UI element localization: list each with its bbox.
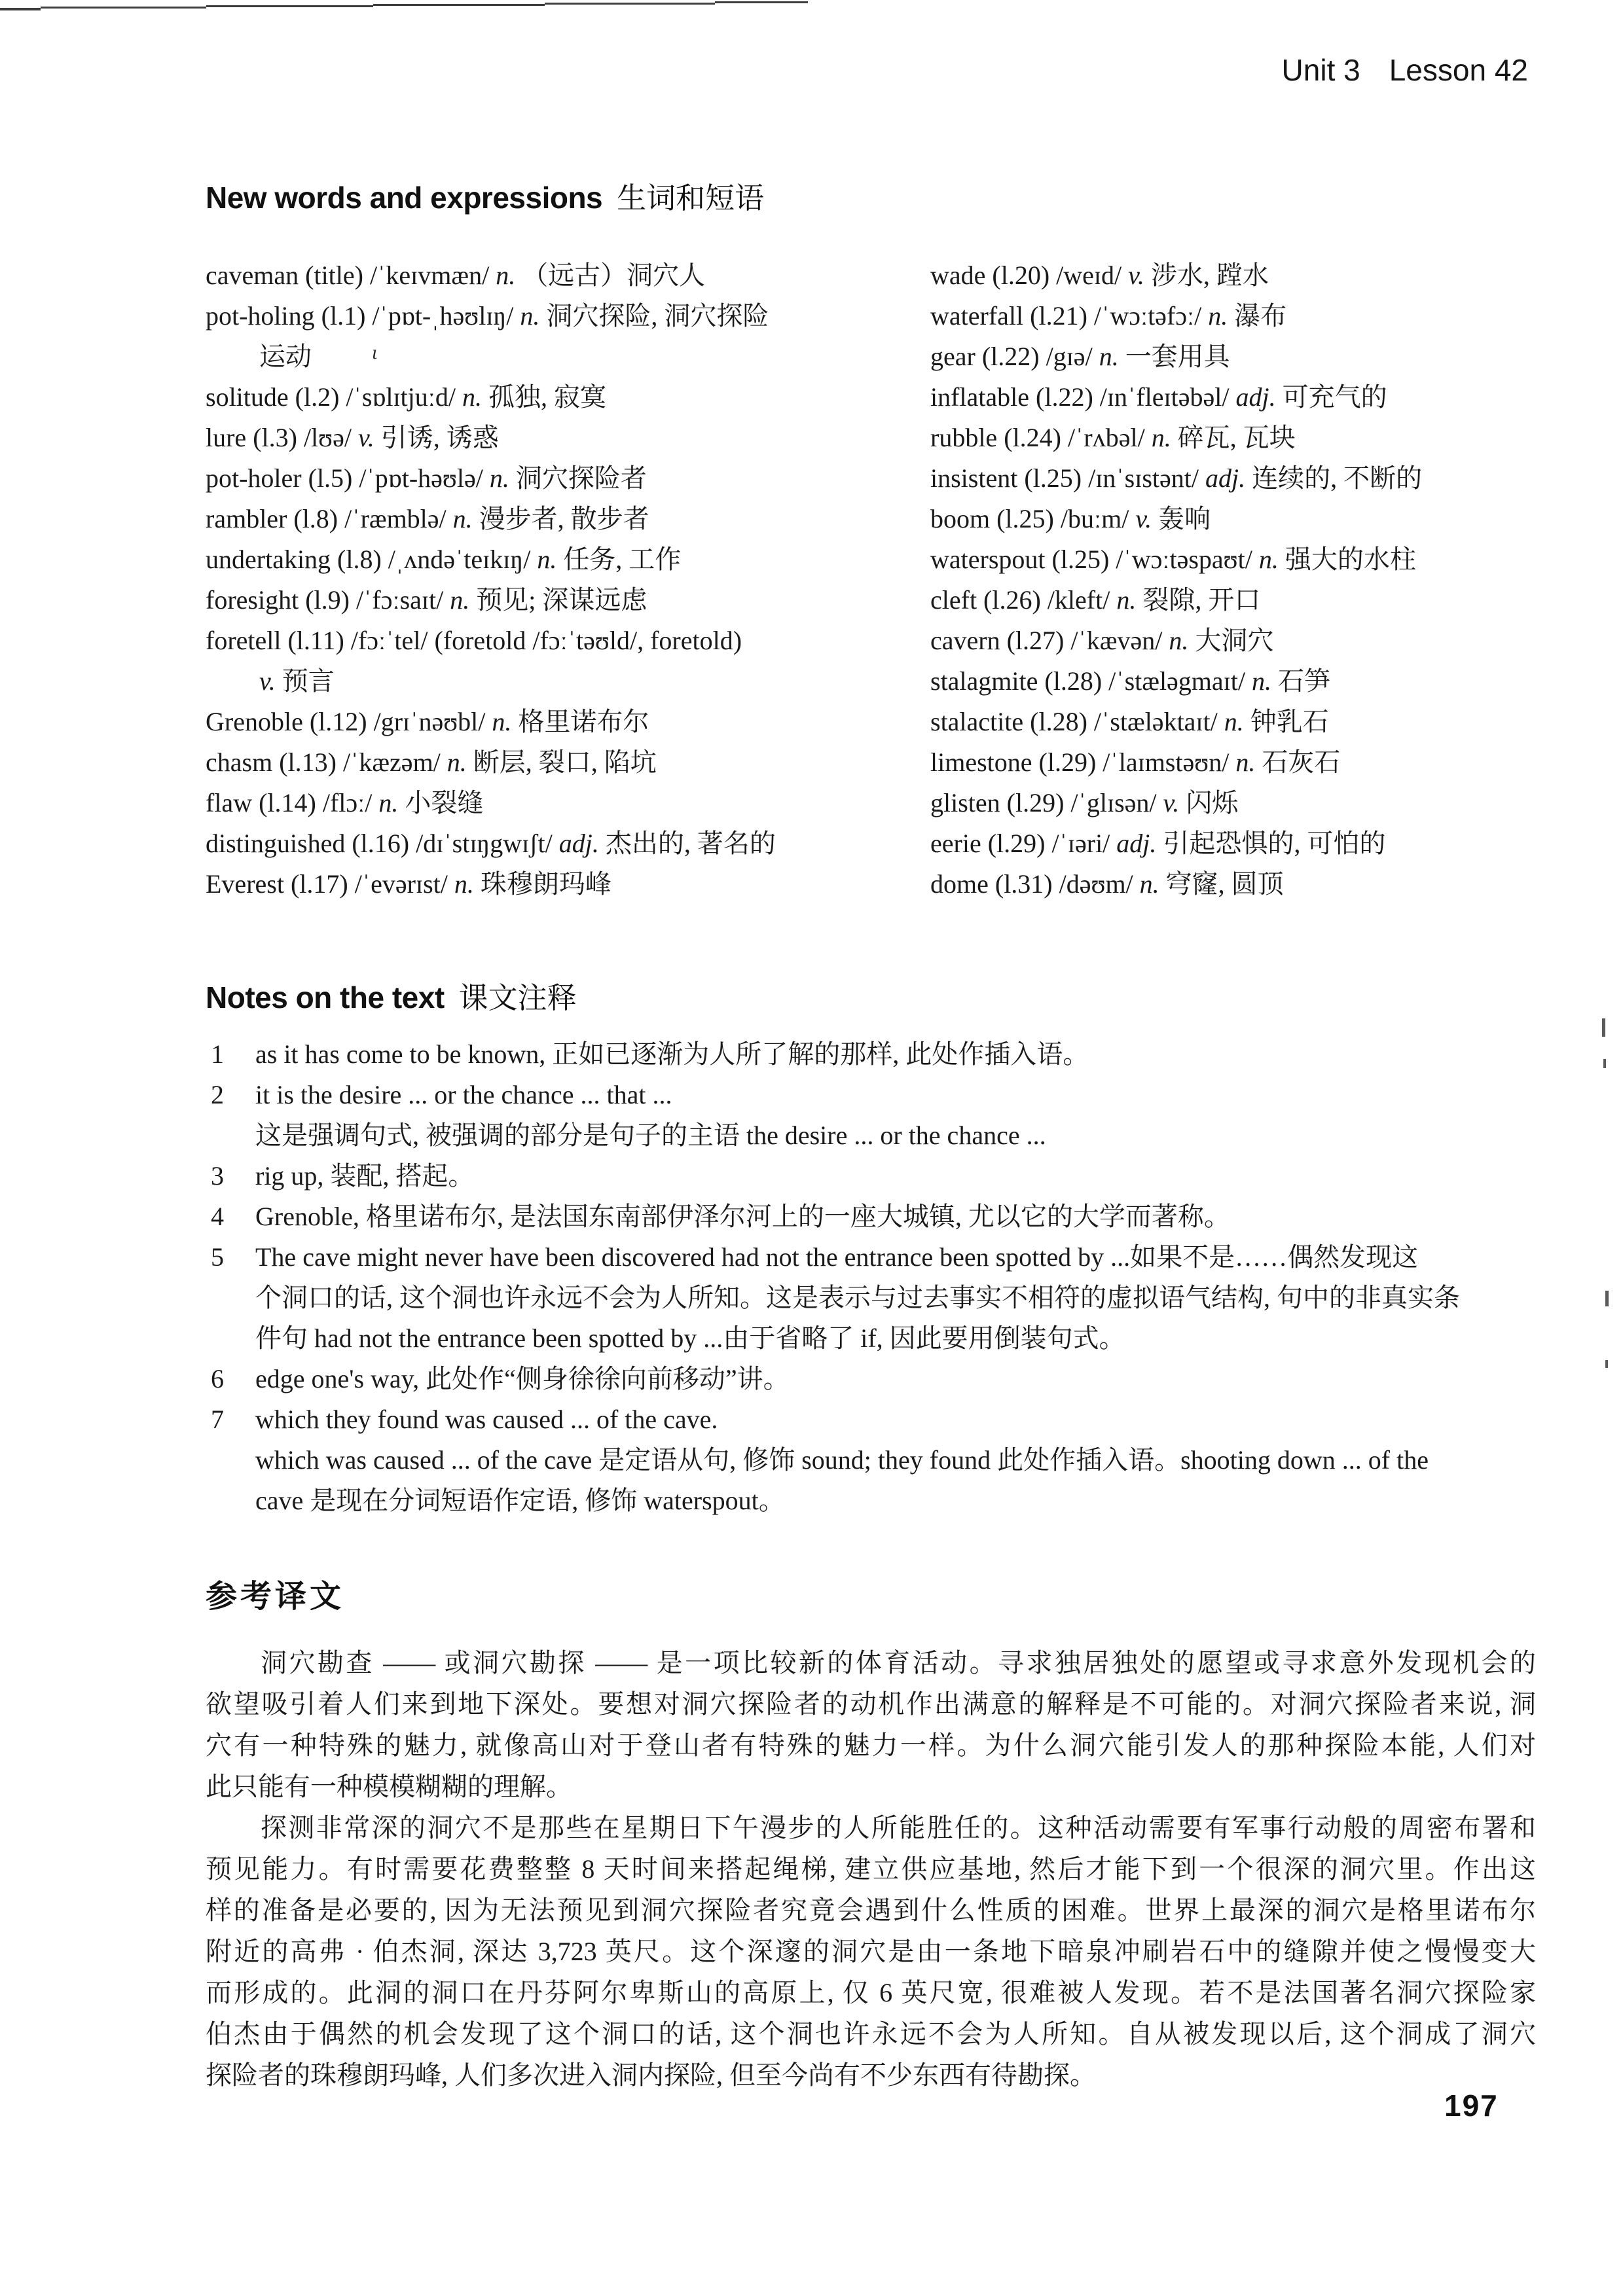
note-text: 这是强调句式, 被强调的部分是句子的主语 the desire ... or the chance ... bbox=[255, 1121, 1046, 1150]
note-number: 2 bbox=[211, 1080, 224, 1109]
scan-artifact bbox=[1603, 1059, 1606, 1068]
scan-artifact bbox=[41, 7, 206, 9]
vocab-entry-line: waterspout (l.25) /ˈwɔːtəspaʊt/ n. 强大的水柱 bbox=[930, 545, 1416, 574]
translation-line: 穴有一种特殊的魅力, 就像高山对于登山者有特殊的魅力一样。为什么洞穴能引发人的那种探险本能, 人们对 bbox=[206, 1731, 1536, 1760]
note-number: 3 bbox=[211, 1161, 224, 1191]
vocab-entry-line: chasm (l.13) /ˈkæzəm/ n. 断层, 裂口, 陷坑 bbox=[206, 747, 657, 777]
vocab-entry-line: 运动 bbox=[259, 342, 312, 371]
vocab-entry-line: pot-holer (l.5) /ˈpɒt-həʊlə/ n. 洞穴探险者 bbox=[206, 463, 647, 493]
notes-title-en: Notes on the text bbox=[206, 980, 445, 1014]
note-text: 个洞口的话, 这个洞也许永远不会为人所知。这是表示与过去事实不相符的虚拟语气结构, 句中的非真实条 bbox=[255, 1283, 1460, 1312]
scan-artifact-mark: ι bbox=[372, 342, 378, 363]
vocab-entry-line: v. 预言 bbox=[259, 666, 335, 696]
vocab-entry-line: cleft (l.26) /kleft/ n. 裂隙, 开口 bbox=[930, 585, 1261, 615]
scan-artifact bbox=[0, 8, 41, 10]
note-line bbox=[206, 1278, 1587, 1318]
note-text: which was caused ... of the cave 是定语从句, 修饰 sound; they found 此处作插入语。shooting down ... of the bbox=[255, 1445, 1429, 1475]
vocab-entry-line: waterfall (l.21) /ˈwɔːtəfɔː/ n. 瀑布 bbox=[930, 301, 1287, 331]
vocab-entry-line: limestone (l.29) /ˈlaɪmstəʊn/ n. 石灰石 bbox=[930, 747, 1341, 777]
scan-artifact bbox=[1605, 1360, 1608, 1368]
note-text: as it has come to be known, 正如已逐渐为人所了解的那样, 此处作插入语。 bbox=[255, 1039, 1089, 1069]
note-text: cave 是现在分词短语作定语, 修饰 waterspout。 bbox=[255, 1486, 785, 1515]
scan-artifact bbox=[1602, 1018, 1605, 1037]
vocab-entry-line: undertaking (l.8) /ˌʌndəˈteɪkɪŋ/ n. 任务, 工作 bbox=[206, 545, 682, 574]
translation-line: 样的准备是必要的, 因为无法预见到洞穴探险者究竟会遇到什么性质的困难。世界上最深的洞穴是格里诺布尔 bbox=[206, 1895, 1536, 1925]
translation-line: 探险者的珠穆朗玛峰, 人们多次进入洞内探险, 但至今尚有不少东西有待勘探。 bbox=[206, 2060, 1096, 2090]
new-words-heading bbox=[206, 174, 764, 217]
unit-number: Unit 3 bbox=[1281, 53, 1360, 87]
vocab-entry-line: lure (l.3) /lʊə/ v. 引诱, 诱惑 bbox=[206, 423, 499, 452]
vocab-entry-line: boom (l.25) /buːm/ v. 轰响 bbox=[930, 504, 1211, 533]
note-line bbox=[206, 1399, 1587, 1440]
vocab-entry-line: rubble (l.24) /ˈrʌbəl/ n. 碎瓦, 瓦块 bbox=[930, 423, 1296, 452]
note-text: Grenoble, 格里诺布尔, 是法国东南部伊泽尔河上的一座大城镇, 尤以它的大学而著称。 bbox=[255, 1202, 1230, 1231]
scan-artifact bbox=[545, 3, 715, 5]
scan-artifact bbox=[1605, 1291, 1609, 1306]
notes-title-zh: 课文注释 bbox=[458, 982, 577, 1014]
vocab-entry-line: gear (l.22) /gɪə/ n. 一套用具 bbox=[930, 342, 1230, 371]
note-text: which they found was caused ... of the cave. bbox=[255, 1405, 718, 1434]
vocab-column-left bbox=[206, 255, 776, 905]
note-line bbox=[206, 1318, 1587, 1359]
vocab-entry-line: stalagmite (l.28) /ˈstæləgmaɪt/ n. 石笋 bbox=[930, 666, 1331, 696]
translation-line: 预见能力。有时需要花费整整 8 天时间来搭起绳梯, 建立供应基地, 然后才能下到一个很深的洞穴里。作出这 bbox=[206, 1854, 1536, 1884]
translation-body bbox=[206, 1642, 1536, 2096]
vocab-entry-line: dome (l.31) /dəʊm/ n. 穹窿, 圆顶 bbox=[930, 869, 1284, 899]
vocab-entry-line: stalactite (l.28) /ˈstæləktaɪt/ n. 钟乳石 bbox=[930, 707, 1329, 736]
note-line bbox=[206, 1480, 1587, 1521]
unit-lesson-header bbox=[1282, 52, 1528, 88]
vocab-entry-line: caveman (title) /ˈkeɪvmæn/ n. （远古）洞穴人 bbox=[206, 260, 706, 290]
translation-line: 附近的高弗 · 伯杰洞, 深达 3,723 英尺。这个深邃的洞穴是由一条地下暗泉冲刷岩石中的缝隙并使之慢慢变大 bbox=[206, 1937, 1536, 1966]
scan-artifact bbox=[715, 1, 808, 3]
note-number: 6 bbox=[211, 1364, 224, 1393]
note-number: 4 bbox=[211, 1202, 224, 1231]
translation-line: 探测非常深的洞穴不是那些在星期日下午漫步的人所能胜任的。这种活动需要有军事行动般的周密布署和 bbox=[261, 1813, 1536, 1842]
notes-list bbox=[206, 1034, 1587, 1521]
note-line bbox=[206, 1196, 1587, 1237]
vocab-entry-line: eerie (l.29) /ˈɪəri/ adj. 引起恐惧的, 可怕的 bbox=[930, 829, 1386, 858]
lesson-number: Lesson 42 bbox=[1389, 53, 1528, 87]
note-text: it is the desire ... or the chance ... that ... bbox=[255, 1080, 672, 1109]
vocab-entry-line: insistent (l.25) /ɪnˈsɪstənt/ adj. 连续的, 不断的 bbox=[930, 463, 1423, 493]
vocab-entry-line: foretell (l.11) /fɔːˈtel/ (foretold /fɔːˈtəʊld/, foretold) bbox=[206, 626, 742, 655]
translation-line: 而形成的。此洞的洞口在丹芬阿尔卑斯山的高原上, 仅 6 英尺宽, 很难被人发现。若不是法国著名洞穴探险家 bbox=[206, 1978, 1536, 2007]
note-number: 1 bbox=[211, 1039, 224, 1069]
vocab-entry-line: wade (l.20) /weɪd/ v. 涉水, 蹚水 bbox=[930, 260, 1269, 290]
translation-line: 洞穴勘查 —— 或洞穴勘探 —— 是一项比较新的体育活动。寻求独居独处的愿望或寻求意外发现机会的 bbox=[261, 1648, 1536, 1677]
scan-artifact bbox=[373, 4, 545, 6]
scan-artifact bbox=[206, 5, 373, 7]
note-line bbox=[206, 1237, 1587, 1278]
note-line bbox=[206, 1440, 1587, 1480]
translation-line: 伯杰由于偶然的机会发现了这个洞口的话, 这个洞也许永远不会为人所知。自从被发现以后, 这个洞成了洞穴 bbox=[206, 2019, 1536, 2049]
note-line bbox=[206, 1115, 1587, 1156]
page-number: 197 bbox=[1444, 2089, 1499, 2123]
vocab-entry-line: Grenoble (l.12) /grɪˈnəʊbl/ n. 格里诺布尔 bbox=[206, 707, 649, 736]
new-words-title-zh: 生词和短语 bbox=[617, 182, 765, 215]
vocab-entry-line: flaw (l.14) /flɔː/ n. 小裂缝 bbox=[206, 788, 484, 817]
vocab-entry-line: solitude (l.2) /ˈsɒlɪtjuːd/ n. 孤独, 寂寞 bbox=[206, 382, 607, 412]
note-text: 件句 had not the entrance been spotted by ...由于省略了 if, 因此要用倒装句式。 bbox=[255, 1323, 1125, 1353]
note-text: edge one's way, 此处作“侧身徐徐向前移动”讲。 bbox=[255, 1364, 790, 1393]
vocab-entry-line: Everest (l.17) /ˈevərɪst/ n. 珠穆朗玛峰 bbox=[206, 869, 611, 899]
note-text: rig up, 装配, 搭起。 bbox=[255, 1161, 475, 1191]
note-line bbox=[206, 1156, 1587, 1196]
new-words-title-en: New words and expressions bbox=[206, 181, 603, 215]
vocab-entry-line: inflatable (l.22) /ɪnˈfleɪtəbəl/ adj. 可充气的 bbox=[930, 382, 1387, 412]
note-number: 7 bbox=[211, 1405, 224, 1434]
translation-line: 此只能有一种模模糊糊的理解。 bbox=[206, 1772, 572, 1801]
vocab-entry-line: distinguished (l.16) /dɪˈstɪŋgwɪʃt/ adj. 杰出的, 著名的 bbox=[206, 829, 776, 858]
reference-translation-heading: 参考译文 bbox=[206, 1579, 345, 1614]
vocab-column-right bbox=[930, 255, 1422, 905]
notes-heading bbox=[206, 974, 577, 1016]
note-text: The cave might never have been discovered had not the entrance been spotted by ...如果不是……偶然发现这 bbox=[255, 1242, 1419, 1272]
vocab-entry-line: cavern (l.27) /ˈkævən/ n. 大洞穴 bbox=[930, 626, 1274, 655]
translation-line: 欲望吸引着人们来到地下深处。要想对洞穴探险者的动机作出满意的解释是不可能的。对洞穴探险者来说, 洞 bbox=[206, 1689, 1536, 1719]
note-line bbox=[206, 1075, 1587, 1115]
note-line bbox=[206, 1034, 1587, 1075]
vocab-entry-line: glisten (l.29) /ˈglɪsən/ v. 闪烁 bbox=[930, 788, 1239, 817]
note-line bbox=[206, 1359, 1587, 1399]
vocab-entry-line: pot-holing (l.1) /ˈpɒt-ˌhəʊlɪŋ/ n. 洞穴探险, 洞穴探险 bbox=[206, 301, 769, 331]
vocab-entry-line: rambler (l.8) /ˈræmblə/ n. 漫步者, 散步者 bbox=[206, 504, 649, 533]
note-number: 5 bbox=[211, 1242, 224, 1272]
vocab-entry-line: foresight (l.9) /ˈfɔːsaɪt/ n. 预见; 深谋远虑 bbox=[206, 585, 647, 615]
